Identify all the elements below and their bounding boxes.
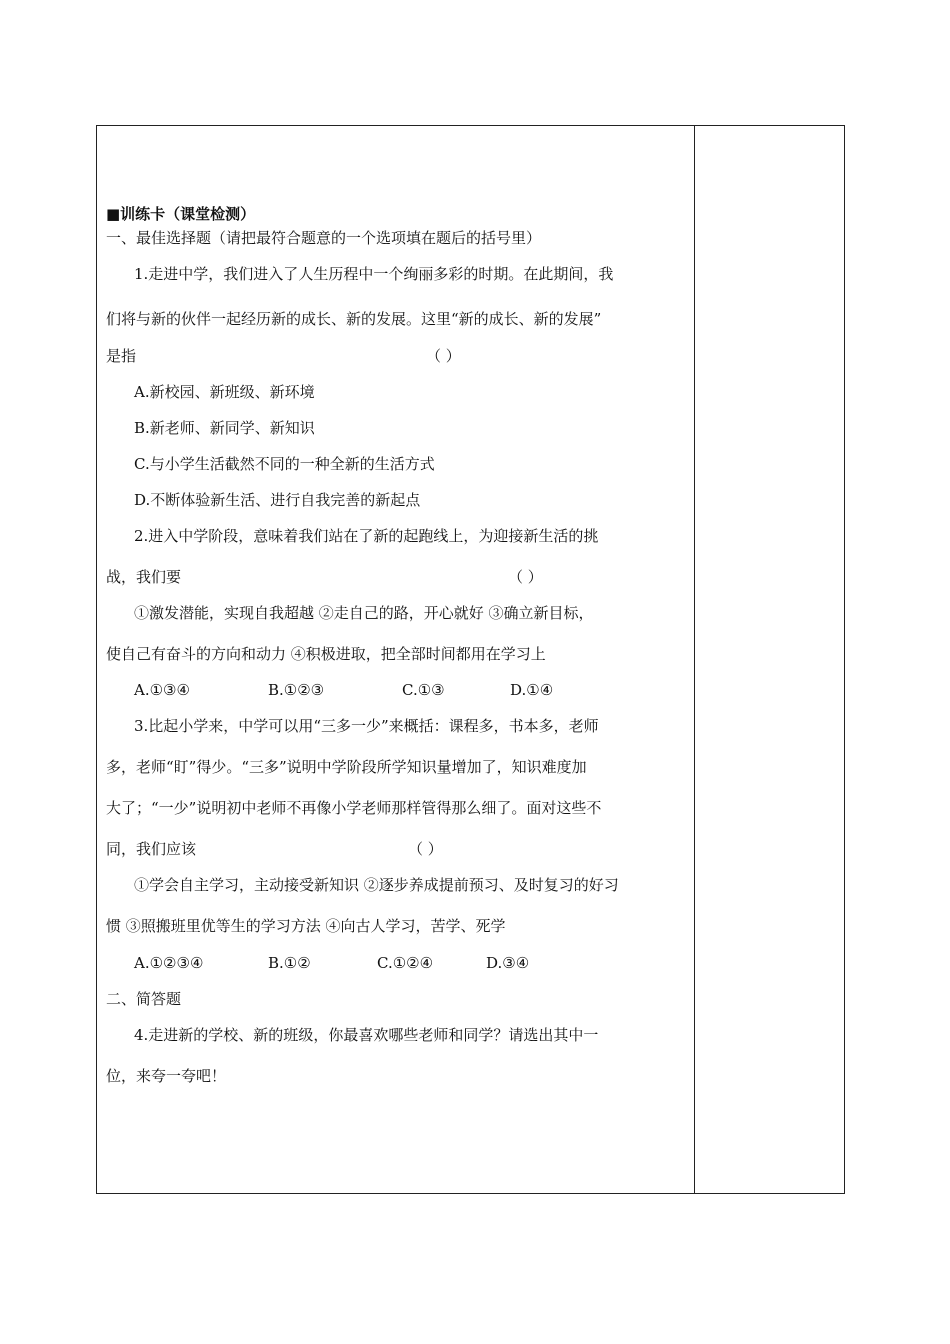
- q3-text-line4: 同，我们应该: [106, 840, 197, 858]
- q3-answer-blank: （ ）: [408, 840, 443, 858]
- q4-text-line2: 位，来夸一夸吧！: [106, 1067, 227, 1085]
- q4-text-line1: 4.走进新的学校、新的班级，你最喜欢哪些老师和同学？请选出其中一: [134, 1026, 599, 1044]
- q1-text-line1: 1.走进中学，我们进入了人生历程中一个绚丽多彩的时期。在此期间，我: [134, 265, 614, 283]
- q1-option-d: D.不断体验新生活、进行自我完善的新起点: [134, 491, 421, 509]
- section-title-short-answer: 二、简答题: [106, 990, 182, 1008]
- q2-option-a: A.①③④: [134, 681, 190, 699]
- main-cell: [97, 126, 694, 1193]
- q2-text-line1: 2.进入中学阶段，意味着我们站在了新的起跑线上，为迎接新生活的挑: [134, 527, 599, 545]
- q2-option-b: B.①②③: [268, 681, 325, 699]
- q3-statement-line1: ①学会自主学习，主动接受新知识 ②逐步养成提前预习、及时复习的好习: [134, 876, 619, 894]
- q3-statement-line2: 惯 ③照搬班里优等生的学习方法 ④向古人学习，苦学、死学: [106, 917, 506, 935]
- section-title-choice: 一、最佳选择题（请把最符合题意的一个选项填在题后的括号里）: [106, 229, 542, 247]
- q3-text-line1: 3.比起小学来，中学可以用“三多一少”来概括：课程多，书本多，老师: [134, 717, 599, 735]
- column-divider: [694, 126, 695, 1193]
- q3-text-line3: 大了；“一少”说明初中老师不再像小学老师那样管得那么细了。面对这些不: [106, 799, 602, 817]
- card-heading: ■训练卡（课堂检测）: [106, 205, 256, 223]
- q2-answer-blank: （ ）: [508, 568, 543, 586]
- q1-option-b: B.新老师、新同学、新知识: [134, 419, 315, 437]
- q1-option-a: A.新校园、新班级、新环境: [134, 383, 315, 401]
- q1-text-line3: 是指: [106, 347, 137, 365]
- q3-option-a: A.①②③④: [134, 954, 204, 972]
- worksheet-table: [96, 125, 845, 1194]
- q2-text-line2: 战，我们要: [106, 568, 182, 586]
- q3-option-c: C.①②④: [377, 954, 434, 972]
- q1-answer-blank: （ ）: [426, 347, 461, 365]
- q2-option-c: C.①③: [402, 681, 445, 699]
- q2-option-d: D.①④: [510, 681, 554, 699]
- q2-statement-line1: ①激发潜能，实现自我超越 ②走自己的路，开心就好 ③确立新目标，: [134, 604, 594, 622]
- q3-option-b: B.①②: [268, 954, 311, 972]
- q2-statement-line2: 使自己有奋斗的方向和动力 ④积极进取，把全部时间都用在学习上: [106, 645, 546, 663]
- q1-option-c: C.与小学生活截然不同的一种全新的生活方式: [134, 455, 435, 473]
- q3-option-d: D.③④: [486, 954, 530, 972]
- q1-text-line2: 们将与新的伙伴一起经历新的成长、新的发展。这里“新的成长、新的发展”: [106, 310, 602, 328]
- q3-text-line2: 多，老师“盯”得少。“三多”说明中学阶段所学知识量增加了，知识难度加: [106, 758, 587, 776]
